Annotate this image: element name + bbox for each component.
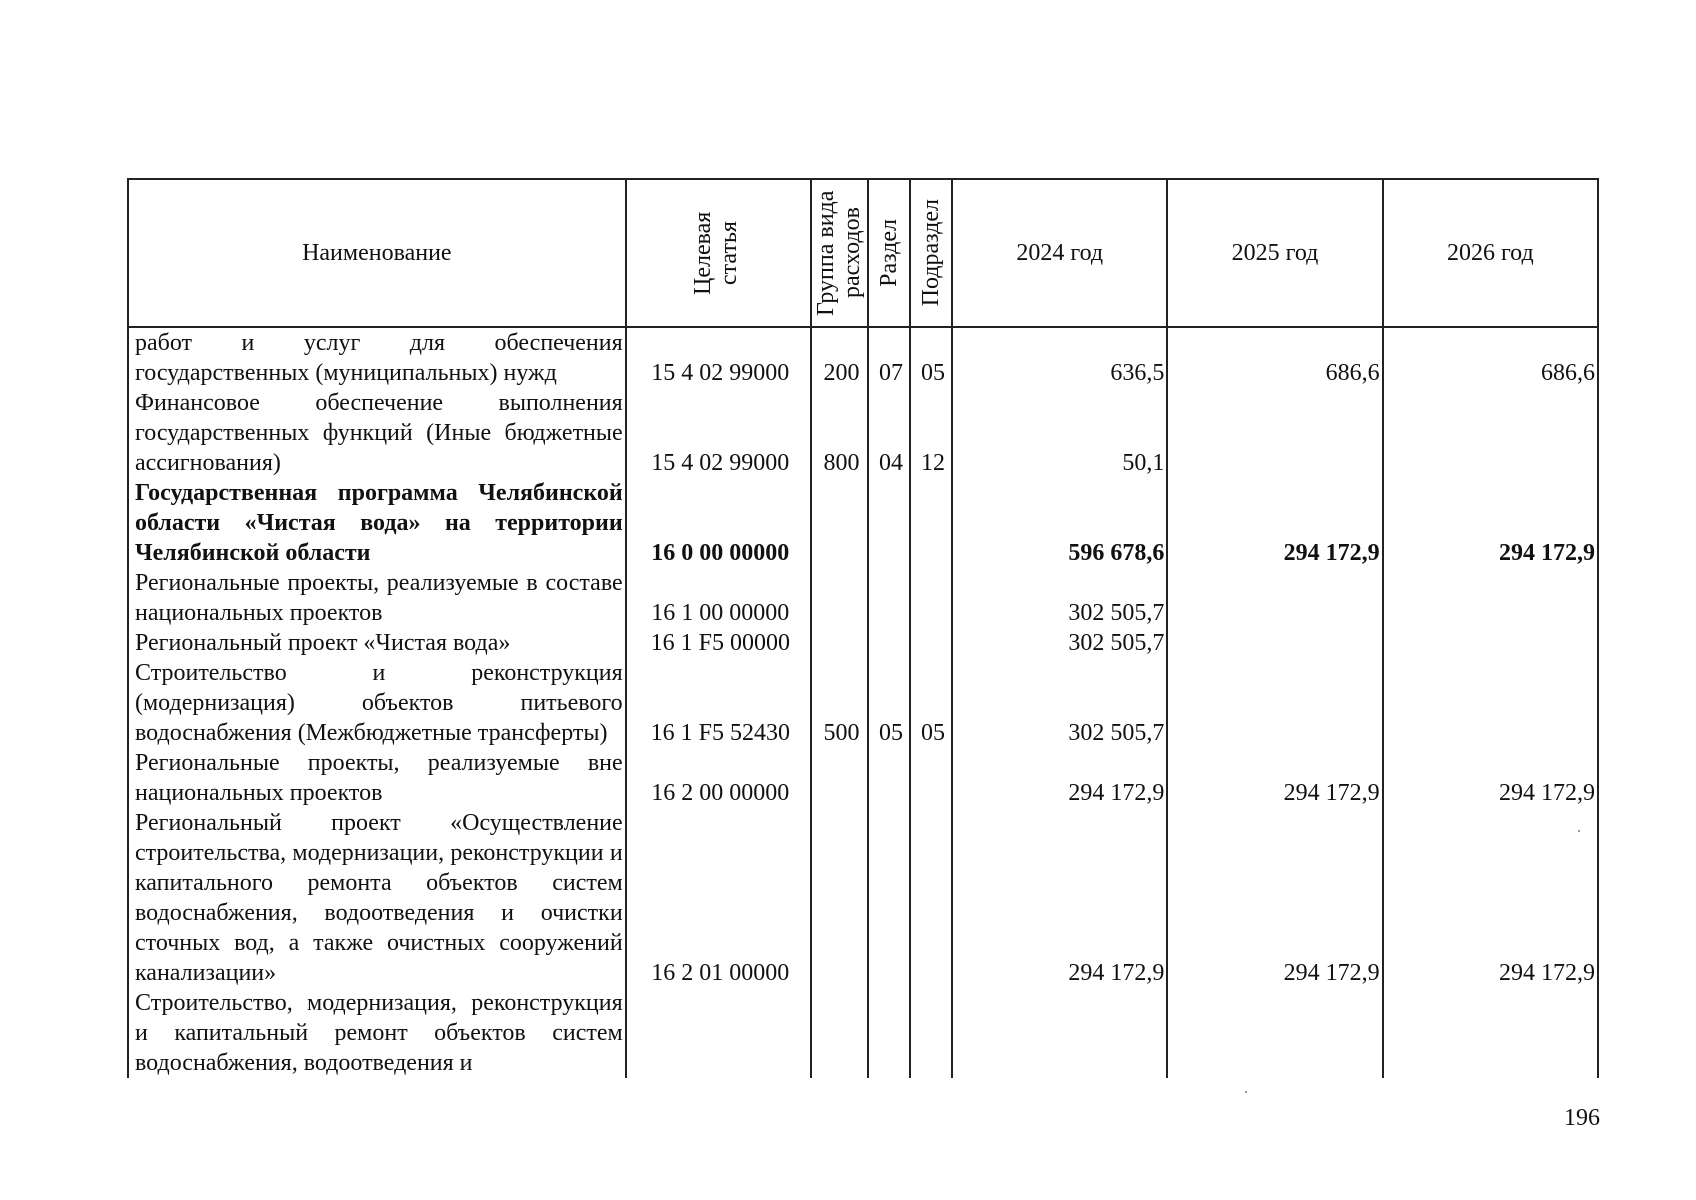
row-target-article: 16 2 00 00000 xyxy=(626,748,811,808)
row-name: работ и услуг для обеспечения государственных (муниципальных) нужд xyxy=(128,327,626,388)
row-target-article xyxy=(626,988,811,1078)
row-section xyxy=(868,628,910,658)
row-amount-2024: 596 678,6 xyxy=(952,478,1167,568)
table-row xyxy=(128,327,1598,388)
row-expense-group xyxy=(811,748,868,808)
row-amount-2025: 294 172,9 xyxy=(1167,808,1382,988)
header-year-2026: 2026 год xyxy=(1383,179,1598,327)
row-amount-2025: 294 172,9 xyxy=(1167,478,1382,568)
row-amount-2025 xyxy=(1167,628,1382,658)
table-row xyxy=(128,568,1598,628)
row-amount-2024: 302 505,7 xyxy=(952,658,1167,748)
row-name: Региональные проекты, реализуемые в составе национальных проектов xyxy=(128,568,626,628)
header-section: Раздел xyxy=(868,179,910,327)
table-row xyxy=(128,748,1598,808)
row-name: Региональный проект «Осуществление строительства, модернизации, реконструкции и капитального ремонта объектов систем водоснабжения, водоотведения и очистки сточных вод, а также очистных сооружений канализации» xyxy=(128,808,626,988)
row-amount-2026 xyxy=(1383,988,1598,1078)
table-row xyxy=(128,658,1598,748)
table-row-continued xyxy=(128,988,1598,1078)
table-row xyxy=(128,628,1598,658)
header-year-2025: 2025 год xyxy=(1167,179,1382,327)
row-section xyxy=(868,988,910,1078)
row-name: Региональные проекты, реализуемые вне национальных проектов xyxy=(128,748,626,808)
row-subsection: 05 xyxy=(910,327,952,388)
row-target-article: 16 1 F5 52430 xyxy=(626,658,811,748)
row-section xyxy=(868,568,910,628)
row-target-article: 16 1 F5 00000 xyxy=(626,628,811,658)
row-amount-2024 xyxy=(952,988,1167,1078)
row-subsection xyxy=(910,748,952,808)
row-expense-group: 200 xyxy=(811,327,868,388)
header-expense-group: Группа вида расходов xyxy=(811,179,868,327)
row-amount-2024: 302 505,7 xyxy=(952,628,1167,658)
scan-speck xyxy=(1578,830,1580,832)
table-row-program xyxy=(128,478,1598,568)
row-amount-2024: 294 172,9 xyxy=(952,808,1167,988)
row-amount-2024: 636,5 xyxy=(952,327,1167,388)
row-subsection: 05 xyxy=(910,658,952,748)
row-subsection xyxy=(910,628,952,658)
row-amount-2026: 294 172,9 xyxy=(1383,808,1598,988)
header-target-article: Целевая статья xyxy=(626,179,811,327)
row-section: 05 xyxy=(868,658,910,748)
row-expense-group xyxy=(811,808,868,988)
row-amount-2025: 686,6 xyxy=(1167,327,1382,388)
row-amount-2025: 294 172,9 xyxy=(1167,748,1382,808)
row-section xyxy=(868,478,910,568)
table-row xyxy=(128,808,1598,988)
row-name: Региональный проект «Чистая вода» xyxy=(128,628,626,658)
row-target-article: 16 1 00 00000 xyxy=(626,568,811,628)
row-target-article: 15 4 02 99000 xyxy=(626,327,811,388)
row-amount-2025 xyxy=(1167,658,1382,748)
row-amount-2026 xyxy=(1383,568,1598,628)
row-expense-group xyxy=(811,478,868,568)
budget-table-container xyxy=(127,178,1599,1078)
table-row xyxy=(128,388,1598,478)
row-name: Государственная программа Челябинской области «Чистая вода» на территории Челябинской области xyxy=(128,478,626,568)
row-subsection: 12 xyxy=(910,388,952,478)
row-subsection xyxy=(910,478,952,568)
row-target-article: 16 0 00 00000 xyxy=(626,478,811,568)
row-amount-2026: 686,6 xyxy=(1383,327,1598,388)
header-subsection: Подраздел xyxy=(910,179,952,327)
row-amount-2024: 50,1 xyxy=(952,388,1167,478)
row-section xyxy=(868,808,910,988)
row-section xyxy=(868,748,910,808)
row-amount-2026: 294 172,9 xyxy=(1383,748,1598,808)
budget-table xyxy=(127,178,1599,1078)
scan-speck xyxy=(1245,1091,1247,1093)
row-subsection xyxy=(910,568,952,628)
row-target-article: 16 2 01 00000 xyxy=(626,808,811,988)
row-amount-2025 xyxy=(1167,568,1382,628)
row-expense-group xyxy=(811,568,868,628)
row-expense-group: 500 xyxy=(811,658,868,748)
table-header-row xyxy=(128,179,1598,327)
row-amount-2026 xyxy=(1383,388,1598,478)
row-subsection xyxy=(910,988,952,1078)
row-name: Финансовое обеспечение выполнения государственных функций (Иные бюджетные ассигнования) xyxy=(128,388,626,478)
page-number: 196 xyxy=(1564,1105,1600,1131)
row-subsection xyxy=(910,808,952,988)
row-expense-group xyxy=(811,628,868,658)
row-amount-2026 xyxy=(1383,628,1598,658)
row-section: 04 xyxy=(868,388,910,478)
row-target-article: 15 4 02 99000 xyxy=(626,388,811,478)
row-amount-2026 xyxy=(1383,658,1598,748)
header-year-2024: 2024 год xyxy=(952,179,1167,327)
row-amount-2025 xyxy=(1167,388,1382,478)
row-section: 07 xyxy=(868,327,910,388)
row-expense-group: 800 xyxy=(811,388,868,478)
row-amount-2024: 294 172,9 xyxy=(952,748,1167,808)
row-amount-2025 xyxy=(1167,988,1382,1078)
row-expense-group xyxy=(811,988,868,1078)
row-amount-2024: 302 505,7 xyxy=(952,568,1167,628)
header-name: Наименование xyxy=(128,179,626,327)
row-name: Строительство, модернизация, реконструкция и капитальный ремонт объектов систем водоснабжения, водоотведения и xyxy=(128,988,626,1078)
row-amount-2026: 294 172,9 xyxy=(1383,478,1598,568)
row-name: Строительство и реконструкция (модернизация) объектов питьевого водоснабжения (Межбюджетные трансферты) xyxy=(128,658,626,748)
